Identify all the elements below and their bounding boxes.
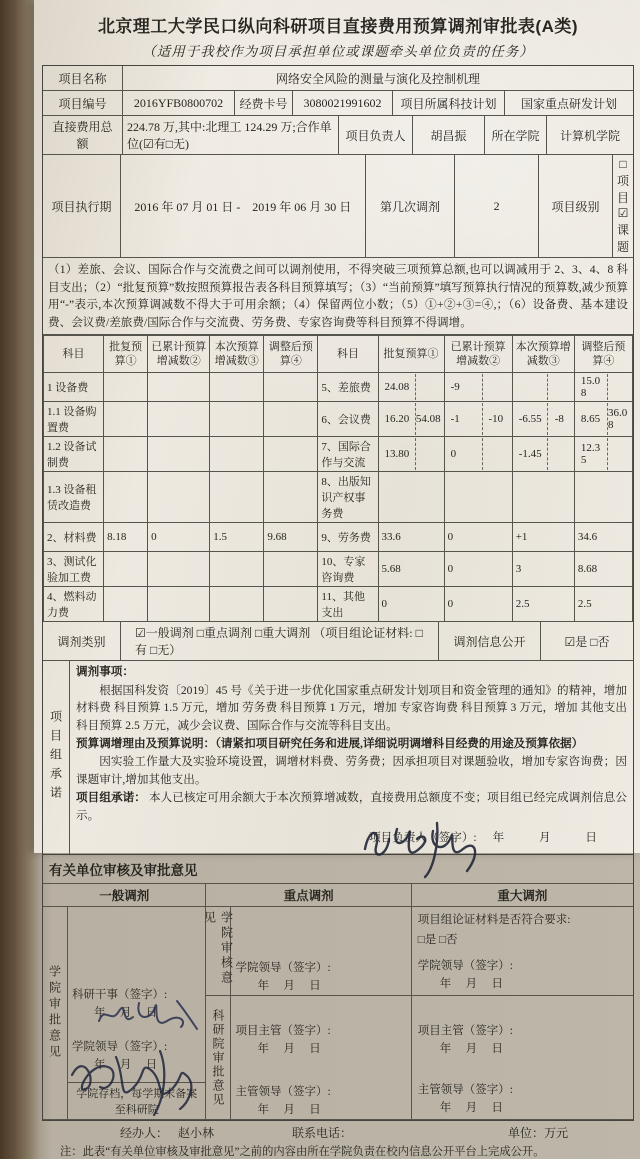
value-cell [148, 552, 210, 587]
subject-cell: 9、劳务费 [318, 523, 378, 552]
plan-value: 国家重点研发计划 [520, 96, 617, 111]
agent-label: 经办人： [120, 1126, 169, 1141]
project-name-value: 网络安全风险的测量与演化及控制机理 [275, 71, 480, 86]
value-cell: 13.80 [378, 437, 444, 472]
value-cell: 34.6 [574, 523, 632, 552]
major-project-manager-sign-label: 项目主管（签字）: [417, 1024, 513, 1037]
value-cell: 8.68 [574, 552, 632, 587]
value-cell: 0 [444, 587, 512, 622]
value-cell [264, 587, 318, 622]
unit-value: 万元 [544, 1126, 569, 1141]
info-public-label: 调剂信息公开 [439, 622, 541, 660]
value-cell [264, 402, 318, 437]
value-cell: 33.6 [378, 523, 444, 552]
leader-sign-row [76, 825, 627, 854]
phone-label: 联系电话： [292, 1126, 353, 1141]
footer-row [42, 1121, 634, 1142]
subject-cell: 4、燃料动力费 [44, 587, 104, 622]
promise-title: 项目组承诺： [76, 791, 146, 805]
adjust-type-label: 调剂类别 [43, 622, 121, 660]
value-cell: 3 [512, 552, 574, 587]
college-leader-sign-label: 学院领导（签字）: [72, 1041, 168, 1054]
value-cell: 1.5 [210, 523, 264, 552]
value-cell [104, 402, 148, 437]
matter-title: 调剂事项： [76, 665, 134, 679]
major-college-leader-sign-date: 年 月 日 [439, 977, 504, 990]
form-body [42, 65, 634, 1121]
value-cell [210, 472, 264, 523]
major-institute-cell [412, 995, 633, 1119]
subject-cell: 2、材料费 [44, 523, 104, 552]
row-project-name [43, 66, 633, 91]
col-subject-r: 科目 [318, 336, 378, 373]
key-project-manager-sign-date: 年 月 日 [257, 1042, 321, 1055]
times-value: 2 [455, 155, 539, 257]
budget-row-1 [44, 373, 633, 402]
value-cell: 0 [444, 523, 512, 552]
value-cell: -9 [444, 373, 512, 402]
group-total-approved: 54.08 [415, 403, 441, 435]
value-cell [264, 437, 318, 472]
unit-label: 单位： [508, 1126, 545, 1141]
archive-note: 学院存档，每学期末备案至科研院 [68, 1082, 205, 1119]
commitment-body [70, 661, 633, 854]
subject-cell: 1.2 设备试制费 [44, 437, 104, 472]
info-public-checkboxes: ☑是 □否 [564, 634, 610, 649]
times-label: 第几次调剂 [366, 155, 456, 257]
value-cell [104, 373, 148, 402]
leader-sign-label: 项目负责人（签字）: [369, 830, 477, 844]
subject-cell: 3、测试化验加工费 [44, 552, 104, 587]
leader-sign-date: 年 月 日 [492, 830, 597, 844]
value-cell: 12.35 [574, 437, 632, 472]
value-cell: -1.45 [512, 437, 574, 472]
key-chief-leader-sign-label: 主管领导（签字）: [235, 1086, 331, 1099]
col-approved-l: 批复预算① [104, 336, 148, 373]
key-college-leader-sign-date: 年 月 日 [257, 979, 321, 992]
promise-line [76, 789, 627, 824]
value-cell: 8.65 36.08 [574, 402, 632, 437]
col-adjusted-r: 调整后预算④ [574, 336, 632, 373]
subject-cell: 8、出版知识产权事务费 [318, 472, 378, 523]
approval-section-title: 有关单位审核及审批意见 [43, 855, 633, 884]
header-major: 重大调剂 [497, 889, 548, 904]
college-approval-content [68, 907, 205, 1119]
value-cell [148, 587, 210, 622]
research-clerk-sign-label: 科研干事（签字）: [72, 989, 168, 1002]
value-cell [512, 472, 574, 523]
commitment-section [43, 661, 633, 855]
institute-approval-cell [206, 995, 410, 1119]
value-cell [574, 472, 632, 523]
value-cell [148, 373, 210, 402]
budget-row-2 [44, 402, 633, 437]
col-subject-l: 科目 [44, 336, 104, 373]
school-value: 计算机学院 [559, 128, 620, 143]
matter-text: 根据国科发资〔2019〕45 号《关于进一步优化国家重点研发计划项目和资金管理的通知》的精神，增加 材料费 科目预算 1.5 万元，增加 劳务费 科目预算 1 万元，增加 专家咨询费 科目预算 3 万元，增加 其他支出 科目预算 2.5 万元，减少会议费、国际合作与交流等科目支出。 [76, 683, 627, 732]
value-cell: 8.18 [104, 523, 148, 552]
value-cell: -1 -10 [444, 402, 512, 437]
evidence-checkboxes: □是 □否 [417, 934, 458, 947]
value-cell: 0 [444, 552, 512, 587]
value-cell: 0 [148, 523, 210, 552]
row-total-budget [43, 116, 633, 155]
commitment-side-label: 项目组承诺 [43, 661, 70, 854]
evidence-question: 项目组论证材料是否符合要求: [417, 914, 571, 927]
period-label: 项目执行期 [43, 155, 121, 257]
value-cell [148, 437, 210, 472]
leader-value: 胡昌振 [413, 116, 485, 154]
project-no-label: 项目编号 [43, 91, 123, 115]
group-total-adjusted: 36.08 [607, 403, 629, 435]
reason-text: 因实验工作量大及实验环境设置，调增材料费、劳务费；因承担项目对课题验收，增加专家咨询费；因课题审计,增加其他支出。 [76, 755, 627, 786]
key-project-manager-sign-label: 项目主管（签字）: [235, 1024, 331, 1037]
value-cell [210, 552, 264, 587]
college-leader-sign-date: 年 月 日 [94, 1059, 158, 1072]
key-college-leader-sign-label: 学院领导（签字）: [235, 961, 331, 974]
value-cell [210, 402, 264, 437]
col-accum-r: 已累计预算增减数② [444, 336, 512, 373]
major-project-manager-sign-date: 年 月 日 [439, 1042, 504, 1055]
institute-approval-side-label: 科研院审批意见 [206, 996, 231, 1119]
subject-cell: 5、差旅费 [318, 373, 378, 402]
college-review-cell [202, 907, 410, 995]
subject-cell: 7、国际合作与交流 [318, 437, 378, 472]
value-cell: +1 [512, 523, 574, 552]
value-cell: 2.5 [574, 587, 632, 622]
value-cell [104, 437, 148, 472]
value-cell [210, 587, 264, 622]
agent-name: 赵小林 [178, 1126, 215, 1141]
value-cell [104, 587, 148, 622]
bottom-note: 注：此表“有关单位审核及审批意见”之前的内容由所在学院负责在校内信息公开平台上完成公开。 [60, 1146, 545, 1159]
value-cell: -6.55 -8 [512, 402, 574, 437]
school-label: 所在学院 [485, 116, 547, 154]
general-adjust-column [43, 907, 206, 1119]
fund-card-value: 3080021991602 [293, 91, 393, 115]
row-project-no [43, 91, 633, 116]
value-cell [264, 552, 318, 587]
value-cell [264, 472, 318, 523]
period-value: 2016 年 07 月 01 日 - 2019 年 06 月 30 日 [121, 155, 366, 257]
value-cell [148, 472, 210, 523]
major-college-cell [412, 907, 633, 995]
value-cell [104, 472, 148, 523]
total-value: 224.78 万,其中:北理工 124.29 万;合作单位(☑有□无) [123, 116, 339, 154]
value-cell: 9.68 [264, 523, 318, 552]
value-cell [210, 373, 264, 402]
row-adjust-type [43, 622, 633, 661]
budget-row-7 [44, 587, 633, 622]
value-cell [104, 552, 148, 587]
form-paper [34, 0, 640, 1159]
col-current-r: 本次预算增减数③ [512, 336, 574, 373]
key-adjust-column [202, 907, 411, 1119]
plan-label: 项目所属科技计划 [393, 91, 505, 115]
col-current-l: 本次预算增减数③ [210, 336, 264, 373]
adjust-type-checkboxes: ☑一般调剂 □重点调剂 □重大调剂 （项目组论证材料: □有 □无） [121, 622, 439, 660]
col-approved-r: 批复预算① [378, 336, 444, 373]
value-cell [264, 373, 318, 402]
value-cell [210, 437, 264, 472]
college-approval-side-label: 学院审批意见 [43, 907, 68, 1119]
approval-headers [43, 884, 633, 906]
value-cell: 24.08 [378, 373, 444, 402]
project-no-value: 2016YFB0800702 [123, 91, 235, 115]
col-accum-l: 已累计预算增减数② [148, 336, 210, 373]
major-chief-leader-sign-date: 年 月 日 [439, 1102, 504, 1115]
budget-row-4 [44, 472, 633, 523]
subject-cell: 6、会议费 [318, 402, 378, 437]
project-name-label: 项目名称 [43, 66, 123, 90]
value-cell: 2.5 [512, 587, 574, 622]
major-chief-leader-sign-label: 主管领导（签字）: [417, 1084, 513, 1097]
key-chief-leader-sign-date: 年 月 日 [257, 1104, 321, 1117]
college-review-side-label: 学院审核意见 [206, 907, 231, 995]
research-clerk-sign-date: 年 月 日 [94, 1007, 158, 1020]
promise-text: 本人已核定可用余额大于本次预算增减数，直接费用总额度不变；项目组已经完成调剂信息公示。 [76, 791, 627, 822]
col-adjusted-l: 调整后预算④ [264, 336, 318, 373]
approval-body [43, 906, 633, 1120]
reason-title: 预算调增理由及预算说明：（请紧扣项目研究任务和进展,详细说明调增科目经费的用途及预算依据） [76, 737, 584, 750]
leader-label: 项目负责人 [339, 116, 413, 154]
budget-header-row [44, 336, 633, 373]
group-total-accum: -10 [482, 403, 509, 435]
budget-row-6 [44, 552, 633, 587]
major-adjust-column [412, 907, 633, 1119]
budget-row-3 [44, 437, 633, 472]
value-cell: 5.68 [378, 552, 444, 587]
form-title: 北京理工大学民口纵向科研项目直接费用预算调剂审批表(A类) [97, 17, 579, 36]
budget-row-5 [44, 523, 633, 552]
value-cell: 0 [444, 437, 512, 472]
value-cell [378, 472, 444, 523]
value-cell: 0 [378, 587, 444, 622]
subject-cell: 10、专家咨询费 [318, 552, 378, 587]
value-cell: 16.20 54.08 [378, 402, 444, 437]
value-cell [444, 472, 512, 523]
header-general: 一般调剂 [43, 884, 206, 906]
subject-cell: 1.3 设备租赁改造费 [44, 472, 104, 523]
level-label: 项目级别 [539, 155, 613, 257]
subject-cell: 1.1 设备购置费 [44, 402, 104, 437]
budget-table [43, 335, 633, 622]
form-subtitle: （适用于我校作为项目承担单位或课题牵头单位负责的任务） [142, 44, 534, 59]
value-cell: 15.08 [574, 373, 632, 402]
level-checkboxes: □项目 ☑课题 [617, 157, 630, 254]
value-cell [512, 373, 574, 402]
total-label: 直接费用总额 [43, 116, 123, 154]
group-total-current: -8 [547, 403, 571, 435]
subject-cell: 1 设备费 [44, 373, 104, 402]
fund-card-label: 经费卡号 [235, 91, 293, 115]
header-key: 重点调剂 [206, 884, 411, 906]
row-period [43, 155, 633, 258]
major-college-leader-sign-label: 学院领导（签字）: [417, 959, 513, 972]
subject-cell: 11、其他支出 [318, 587, 378, 622]
rules-note: （1）差旅、会议、国际合作与交流费之间可以调剂使用，不得突破三项预算总额,也可以调减用于 2、3、4、8 科目支出；（2）“批复预算”数按照预算报告表各科目预算填写；（3）“当前预算”填写预算执行情况的预算数,减少预算用“-”表示,本次预算调减数不得大于可用余额；（4）保留两位小数；（5）①+②+③=④,；（6）设备费、基本建设费、会议费/差旅费/国际合作与交流费、劳务费、专家咨询费等科目预算不得调增。 [43, 258, 633, 335]
value-cell [148, 402, 210, 437]
